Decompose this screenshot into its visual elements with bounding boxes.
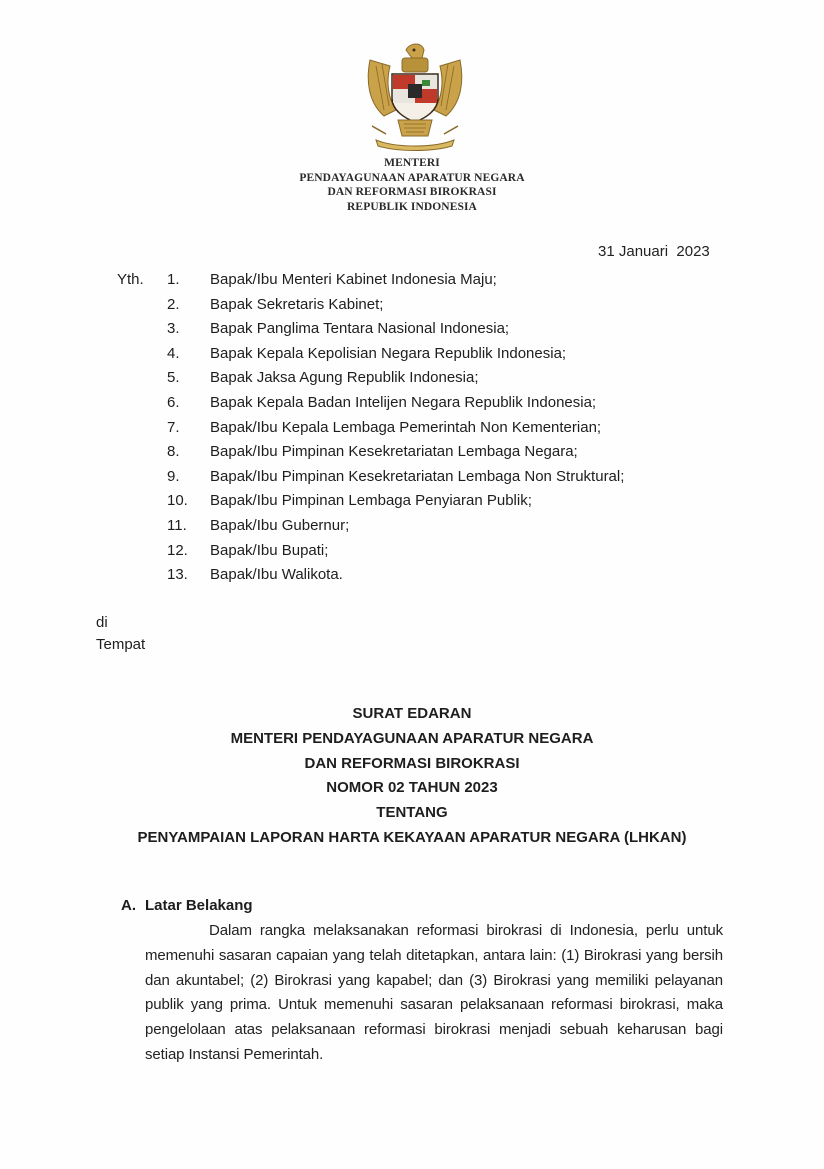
letterhead-line: REPUBLIK INDONESIA — [347, 200, 477, 213]
item-text: Bapak Kepala Badan Intelijen Negara Republik Indonesia; — [210, 393, 597, 411]
item-number: 2. — [167, 295, 180, 313]
circular-title — [0, 702, 824, 851]
item-number: 1. — [167, 271, 180, 288]
title-line: NOMOR 02 TAHUN 2023 — [326, 779, 498, 797]
section-title: Latar Belakang — [145, 897, 253, 914]
item-text: Bapak/Ibu Pimpinan Kesekretariatan Lembaga Negara; — [210, 443, 578, 461]
letter-date: 31 Januari 2023 — [598, 243, 710, 260]
title-line: SURAT EDARAN — [352, 705, 472, 722]
title-line: MENTERI PENDAYAGUNAAN APARATUR NEGARA — [230, 729, 594, 747]
letterhead-line: DAN REFORMASI BIROKRASI — [327, 186, 497, 198]
letterhead — [0, 156, 824, 214]
section-paragraph: Dalam rangka melaksanakan reformasi birokrasi di Indonesia, perlu untuk memenuhi sasaran capaian yang telah ditetapkan, antara lain: (1) Birokrasi yang bersih dan akuntabel; (2) Birokrasi yang kapabel; dan (3) Birokrasi yang memiliki pelayanan publik yang prima. Untuk memenuhi sasaran pelaksanaan reformasi birokrasi, maka pengelolaan atas pelaksanaan reformasi birokrasi menjadi sebuah keharusan bagi setiap Instansi Pemerintah. — [145, 922, 723, 1063]
item-text: Bapak Jaksa Agung Republik Indonesia; — [210, 369, 479, 387]
item-number: 3. — [167, 320, 180, 338]
letterhead-line: MENTERI — [384, 157, 440, 169]
place-line-di: di — [96, 614, 108, 631]
place-line-tempat: Tempat — [96, 636, 146, 653]
item-number: 7. — [167, 418, 180, 436]
item-text: Bapak/Ibu Pimpinan Kesekretariatan Lembaga Non Struktural; — [210, 467, 625, 485]
item-number: 12. — [167, 541, 188, 559]
section-letter: A. — [121, 897, 136, 914]
item-text: Bapak/Ibu Kepala Lembaga Pemerintah Non Kementerian; — [210, 418, 602, 436]
item-number: 5. — [167, 369, 180, 387]
item-text: Bapak/Ibu Gubernur; — [210, 516, 350, 534]
item-text: Bapak/Ibu Pimpinan Lembaga Penyiaran Publik; — [210, 492, 532, 510]
item-text: Bapak Sekretaris Kabinet; — [210, 295, 384, 313]
title-line: PENYAMPAIAN LAPORAN HARTA KEKAYAAN APARATUR NEGARA (LHKAN) — [137, 828, 687, 846]
item-text: Bapak Kepala Kepolisian Negara Republik Indonesia; — [210, 344, 567, 362]
garuda-emblem-icon — [362, 40, 468, 152]
item-number: 4. — [167, 344, 180, 362]
letterhead-line: PENDAYAGUNAAN APARATUR NEGARA — [299, 171, 525, 184]
title-line: DAN REFORMASI BIROKRASI — [304, 754, 520, 772]
place-block — [96, 612, 145, 656]
item-number: 13. — [167, 566, 188, 584]
item-number: 11. — [167, 516, 187, 534]
item-number: 6. — [167, 393, 180, 411]
item-number: 10. — [167, 492, 188, 510]
section-heading — [121, 897, 253, 914]
item-text: Bapak/Ibu Walikota. — [210, 566, 343, 584]
item-number: 9. — [167, 467, 180, 485]
item-text: Bapak/Ibu Menteri Kabinet Indonesia Maju; — [210, 271, 497, 288]
item-number: 8. — [167, 443, 180, 461]
item-text: Bapak Panglima Tentara Nasional Indonesia; — [210, 320, 510, 338]
salutation: Yth. — [117, 271, 144, 288]
title-line: TENTANG — [376, 804, 448, 822]
item-text: Bapak/Ibu Bupati; — [210, 541, 329, 559]
